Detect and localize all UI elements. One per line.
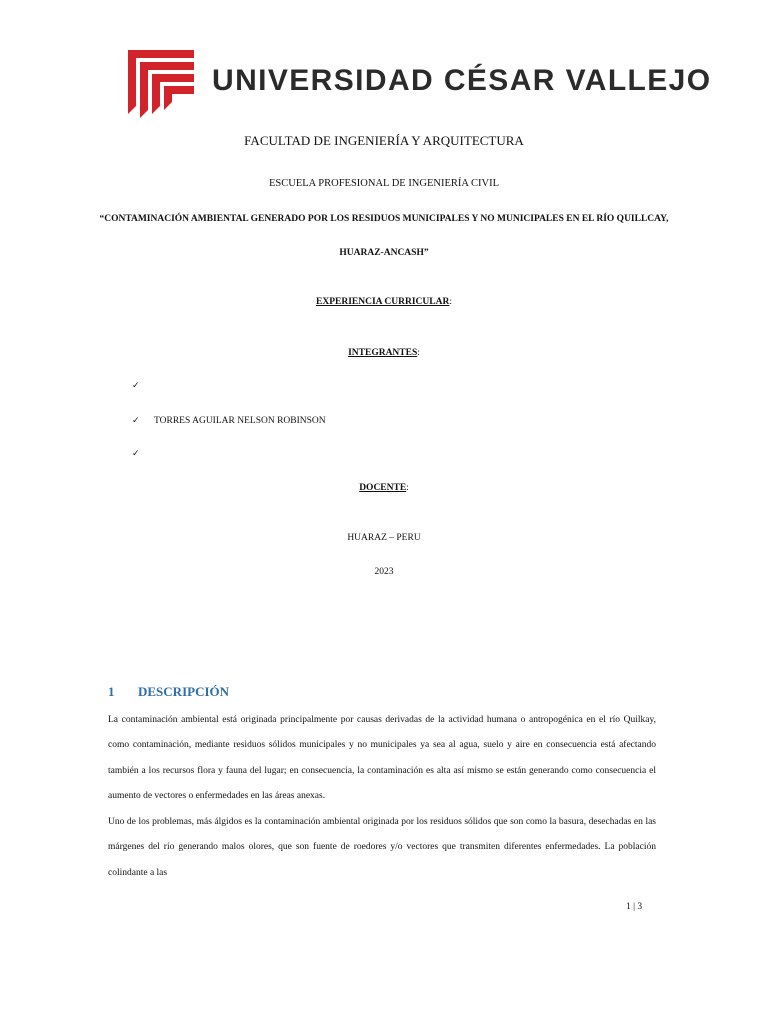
checkmark-icon: ✓ [132, 381, 140, 391]
checkmark-icon: ✓ [132, 449, 140, 459]
university-logo [126, 48, 712, 120]
experience-curricular-label [0, 297, 768, 307]
member-item [132, 449, 154, 459]
colon: : [406, 483, 409, 493]
thesis-title-line2: HUARAZ-ANCASH” [339, 248, 429, 258]
checkmark-icon: ✓ [132, 416, 140, 426]
member-item [132, 416, 326, 426]
colon: : [449, 297, 452, 307]
school-name: ESCUELA PROFESIONAL DE INGENIERÍA CIVIL [268, 178, 500, 189]
colon: : [417, 348, 420, 358]
thesis-title-line1: “CONTAMINACIÓN AMBIENTAL GENERADO POR LOS RESIDUOS MUNICIPALES Y NO MUNICIPALES EN EL RÍO QUILLCAY, [99, 214, 669, 224]
paragraph: Uno de los problemas, más álgidos es la contaminación ambiental originada por los residuos sólidos que son como la basura, desechadas en las márgenes del río generando malos olores, que son fuente de roedores y/o vectores que transmiten diferentes enfermedades. La población colindante a las [108, 817, 656, 878]
member-item [132, 381, 154, 391]
paragraph: La contaminación ambiental está originada principalmente por causas derivadas de la actividad humana o antropogénica en el río Quilkay, como contaminación, mediante residuos sólidos municipales y no municipales ya sea al agua, suelo y aire en consecuencia está afectando también a los recursos flora y fauna del lugar; en consecuencia, la contaminación es alta así mismo se están generando como consecuencia el aumento de vectores o enfermedades en las áreas anexas. [108, 715, 656, 801]
section-heading [108, 684, 229, 700]
faculty-name: FACULTAD DE INGENIERÍA Y ARQUITECTURA [244, 133, 524, 148]
year: 2023 [374, 567, 394, 577]
ucv-crest-icon [126, 48, 196, 118]
teacher-label [0, 483, 768, 493]
section-number: 1 [108, 684, 115, 699]
section-title: DESCRIPCIÓN [138, 684, 230, 699]
university-name: UNIVERSIDAD CÉSAR VALLEJO [212, 64, 712, 97]
members-label-text: INTEGRANTES [348, 348, 418, 358]
page-number: 1 | 3 [626, 902, 643, 912]
city-country: HUARAZ – PERU [347, 533, 421, 543]
teacher-label-text: DOCENTE [359, 483, 407, 493]
member-name: TORRES AGUILAR NELSON ROBINSON [154, 416, 326, 426]
experience-label-text: EXPERIENCIA CURRICULAR [316, 297, 450, 307]
members-label [0, 348, 768, 358]
